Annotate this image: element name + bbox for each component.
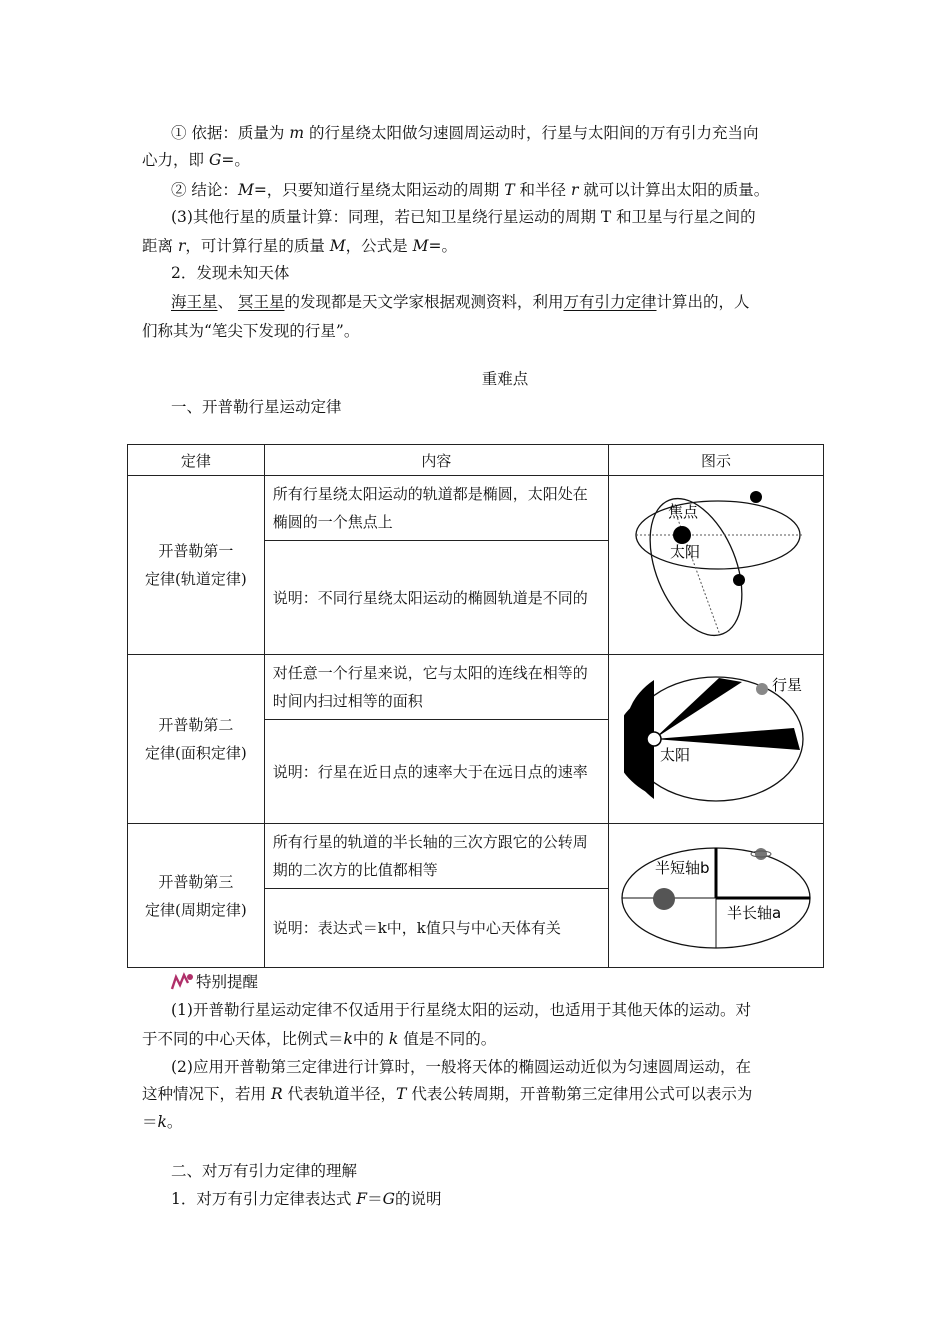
para3-line2: 距离 r，可计算行星的质量 M，公式是 M=。 bbox=[142, 237, 457, 255]
law-note: 说明：行星在近日点的速率大于在远日点的速率 bbox=[264, 720, 608, 824]
tip2-line3: ＝k。 bbox=[142, 1113, 183, 1131]
equal-area-diagram bbox=[624, 664, 808, 814]
law-note: 说明：表达式＝k中，k值只与中心天体有关 bbox=[264, 889, 608, 968]
sun-label: 太阳 bbox=[670, 543, 701, 561]
semi-minor-label: 半短轴b bbox=[655, 858, 710, 877]
kepler-laws-table bbox=[127, 444, 824, 968]
center-title: 重难点 bbox=[481, 370, 529, 388]
para4-line2: 们称其为“笔尖下发现的行星”。 bbox=[142, 322, 360, 340]
reminder-icon bbox=[170, 971, 194, 991]
law-name-first: 开普勒第一 定律(轨道定律) bbox=[128, 476, 265, 655]
table-header-row bbox=[128, 445, 824, 476]
gravitation-law-term: 万有引力定律 bbox=[563, 293, 657, 311]
table-row bbox=[128, 824, 824, 889]
neptune-term: 海王星 bbox=[171, 293, 218, 311]
item1-line: 1．对万有引力定律表达式 F＝G的说明 bbox=[171, 1190, 442, 1208]
law-content: 对任意一个行星来说，它与太阳的连线在相等的时间内扫过相等的面积 bbox=[264, 655, 608, 720]
table-row bbox=[128, 476, 824, 541]
pluto-term: 冥王星 bbox=[237, 293, 285, 311]
tip2-line2: 这种情况下，若用 R 代表轨道半径，T 代表公转周期，开普勒第三定律用公式可以表示为 bbox=[142, 1085, 753, 1103]
tip1-line2: 于不同的中心天体，比例式＝k中的 k 值是不同的。 bbox=[142, 1030, 497, 1048]
ellipse-orbit-diagram bbox=[626, 485, 806, 645]
focus-label: 焦点 bbox=[668, 503, 699, 521]
law-content: 所有行星绕太阳运动的轨道都是椭圆，太阳处在椭圆的一个焦点上 bbox=[264, 476, 608, 541]
semi-axis-diagram bbox=[619, 836, 813, 956]
law-name-second: 开普勒第二 定律(面积定律) bbox=[128, 655, 265, 824]
header-law: 定律 bbox=[128, 445, 265, 476]
orbit-figure bbox=[609, 476, 824, 655]
header-figure: 图示 bbox=[609, 445, 824, 476]
area-figure bbox=[609, 655, 824, 824]
table-row bbox=[128, 655, 824, 720]
law-name-third: 开普勒第三 定律(周期定律) bbox=[128, 824, 265, 968]
section2-title: 2．发现未知天体 bbox=[171, 264, 290, 282]
tip2-line1: (2)应用开普勒第三定律进行计算时，一般将天体的椭圆运动近似为匀速圆周运动，在 bbox=[171, 1058, 751, 1076]
para4-line1: 海王星、 冥王星的发现都是天文学家根据观测资料，利用万有引力定律计算出的，人 bbox=[171, 293, 750, 311]
para3-line1: (3)其他行星的质量计算：同理，若已知卫星绕行星运动的周期 T 和卫星与行星之间的 bbox=[171, 208, 756, 226]
tip1-line1: (1)开普勒行星运动定律不仅适用于行星绕太阳的运动，也适用于其他天体的运动。对 bbox=[171, 1001, 751, 1019]
tip-title: 特别提醒 bbox=[196, 973, 259, 991]
heading-gravitation: 二、对万有引力定律的理解 bbox=[171, 1162, 358, 1180]
law-content: 所有行星的轨道的半长轴的三次方跟它的公转周期的二次方的比值都相等 bbox=[264, 824, 608, 889]
para1-line1: ① 依据：质量为 m 的行星绕太阳做匀速圆周运动时，行星与太阳间的万有引力充当向 bbox=[171, 124, 759, 142]
para2-line: ② 结论：M=，只要知道行星绕太阳运动的周期 T 和半径 r 就可以计算出太阳的质量。 bbox=[171, 181, 770, 199]
semi-major-label: 半长轴a bbox=[727, 903, 782, 922]
para1-line2: 心力，即 G=。 bbox=[142, 151, 250, 169]
header-content: 内容 bbox=[264, 445, 608, 476]
heading-kepler: 一、开普勒行星运动定律 bbox=[171, 398, 342, 416]
law-note: 说明：不同行星绕太阳运动的椭圆轨道是不同的 bbox=[264, 541, 608, 655]
planet-label: 行星 bbox=[772, 676, 803, 694]
sun-label: 太阳 bbox=[660, 746, 691, 764]
period-figure bbox=[609, 824, 824, 968]
